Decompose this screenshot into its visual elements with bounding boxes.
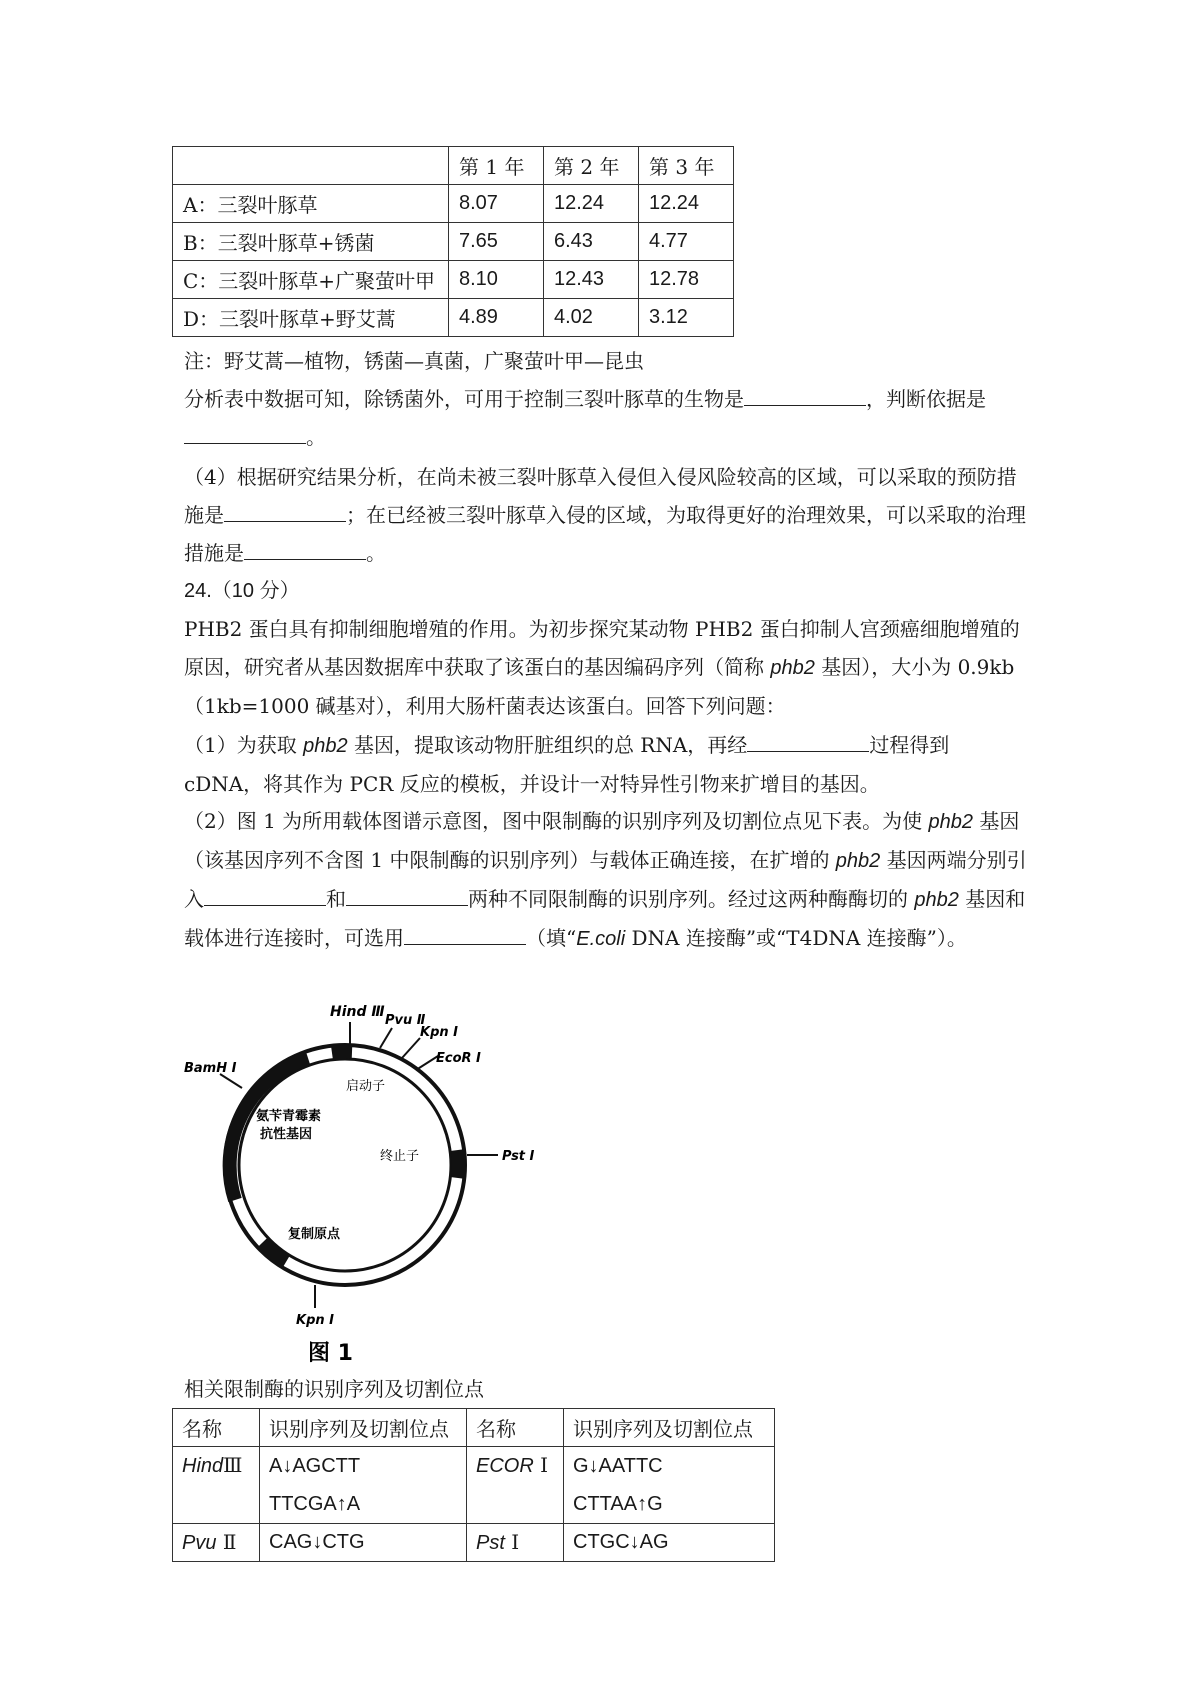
- enzyme-name: Hind: [182, 1455, 224, 1477]
- promoter-label: 启动子: [346, 1079, 386, 1094]
- kpn-bottom-site-label: Kpn Ⅰ: [296, 1313, 334, 1328]
- enzyme-numeral: Ⅱ: [222, 1530, 237, 1554]
- table-header-row: [173, 1409, 775, 1447]
- pvu-site-label: Pvu Ⅱ: [385, 1013, 426, 1028]
- origin-segment: [262, 1243, 286, 1262]
- kpn-top-site-line: [402, 1038, 420, 1058]
- gene-name: phb2: [835, 850, 881, 872]
- plasmid-map-figure: [180, 1000, 560, 1370]
- cell-value: 4.77: [639, 223, 734, 261]
- sequence-top: G↓AATTC: [573, 1455, 663, 1477]
- cell-value: 4.89: [449, 299, 544, 337]
- sequence-top: A↓AGCTT: [269, 1455, 361, 1477]
- pvu-site-line: [380, 1028, 392, 1048]
- table-header-row: [173, 147, 734, 185]
- cell-value: 12.24: [639, 185, 734, 223]
- terminator-label: 终止子: [380, 1149, 420, 1164]
- table-header-cell: 名称: [467, 1409, 564, 1447]
- gene-name: phb2: [770, 657, 815, 679]
- cell-value: 8.07: [449, 185, 544, 223]
- table-row: [173, 1524, 775, 1562]
- table-header-cell: 第 2 年: [544, 147, 639, 185]
- question-4-text: [184, 458, 1029, 572]
- table-header-cell: 识别序列及切割位点: [260, 1409, 467, 1447]
- answer-blank[interactable]: [346, 881, 468, 906]
- cell-value: 3.12: [639, 299, 734, 337]
- table-header-cell: 第 1 年: [449, 147, 544, 185]
- enzyme-name: Pvu: [182, 1532, 217, 1554]
- answer-blank[interactable]: [404, 920, 526, 945]
- enzyme-name-cell: [467, 1447, 564, 1524]
- row-label: C：三裂叶豚草+广聚萤叶甲: [173, 261, 449, 299]
- text-segment: 。: [366, 541, 386, 565]
- question-24-intro: [184, 610, 1029, 725]
- answer-blank[interactable]: [224, 497, 346, 522]
- text-segment: （2）图 1 为所用载体图谱示意图，图中限制酶的识别序列及切割位点见下表。为使: [184, 809, 929, 833]
- question-3-text: [184, 380, 1029, 456]
- question-24-part-1: [184, 726, 1029, 803]
- growth-table: [172, 146, 734, 337]
- gene-name: phb2: [303, 735, 348, 757]
- text-segment: 基因和载体进行连接时，可选用: [184, 887, 1026, 950]
- answer-blank[interactable]: [184, 419, 306, 444]
- restriction-enzyme-table: [172, 1408, 775, 1562]
- table-header-cell: 识别序列及切割位点: [564, 1409, 775, 1447]
- gene-name: phb2: [914, 889, 959, 911]
- enzyme-name: Pst: [476, 1532, 505, 1554]
- question-24-header: 24.（10 分）: [184, 580, 300, 602]
- table-header-cell: 名称: [173, 1409, 260, 1447]
- sequence-cell: [260, 1447, 467, 1524]
- cell-value: 7.65: [449, 223, 544, 261]
- promoter-segment: [332, 1052, 352, 1053]
- text-segment: 两种不同限制酶的识别序列。经过这两种酶酶切的: [468, 887, 915, 911]
- origin-label: 复制原点: [288, 1227, 341, 1242]
- eco-site-label: EcoR Ⅰ: [436, 1051, 481, 1066]
- answer-blank[interactable]: [204, 881, 326, 906]
- text-segment: （1）为获取: [184, 733, 304, 757]
- text-segment: 过程得到 cDNA，将其作为 PCR 反应的模板，并设计一对特异性引物来扩增目的基因。: [184, 733, 950, 796]
- table-row: [173, 299, 734, 337]
- text-segment: ，判断依据是: [866, 387, 986, 411]
- text-segment: ；在已经被三裂叶豚草入侵的区域，为取得更好的治理效果，可以采取的治理措施是: [184, 503, 1026, 565]
- table-row: [173, 1447, 775, 1524]
- text-segment: 。: [306, 425, 326, 449]
- cell-value: 6.43: [544, 223, 639, 261]
- text-segment: DNA 连接酶”或“T4DNA 连接酶”）。: [625, 926, 967, 950]
- question-24-part-2: [184, 802, 1029, 958]
- text-segment: （填“: [526, 926, 577, 950]
- plasmid-ring-inner: [239, 1059, 451, 1271]
- bam-site-label: BamH Ⅰ: [184, 1061, 237, 1076]
- table-header-cell: [173, 147, 449, 185]
- resistance-label-line2: 抗性基因: [260, 1127, 313, 1142]
- text-segment: 基因），大小为 0.9kb（1kb=1000 碱基对），利用大肠杆菌表达该蛋白。回答下列问题：: [184, 655, 1015, 718]
- cell-value: 4.02: [544, 299, 639, 337]
- sequence-cell: [564, 1447, 775, 1524]
- table-row: [173, 261, 734, 299]
- text-segment: PHB2 蛋白具有抑制细胞增殖的作用。为初步探究某动物 PHB2 蛋白抑制人宫颈癌细胞增殖的原因，研究者从基因数据库中获取了该蛋白的基因编码序列（简称: [184, 617, 1020, 679]
- text-segment: 基因（该基因序列不含图 1 中限制酶的识别序列）与载体正确连接，在扩增的: [184, 809, 1020, 872]
- resistance-label-line1: 氨苄青霉素: [256, 1109, 322, 1124]
- answer-blank[interactable]: [747, 727, 869, 752]
- sequence-bottom: CTTAA↑G: [573, 1493, 663, 1515]
- row-label: A：三裂叶豚草: [173, 185, 449, 223]
- table-row: [173, 185, 734, 223]
- text-segment: 基因，提取该动物肝脏组织的总 RNA，再经: [347, 733, 748, 757]
- sequence-bottom: TTCGA↑A: [269, 1493, 361, 1515]
- table2-caption: 相关限制酶的识别序列及切割位点: [184, 1377, 484, 1401]
- enzyme-name-cell: [467, 1524, 564, 1562]
- answer-blank[interactable]: [244, 535, 366, 560]
- table-header-cell: 第 3 年: [639, 147, 734, 185]
- figure-caption: 图 1: [308, 1341, 353, 1366]
- eco-site-line: [416, 1056, 438, 1070]
- enzyme-name-cell: [173, 1447, 260, 1524]
- enzyme-numeral: Ⅰ: [540, 1453, 549, 1477]
- cell-value: 12.43: [544, 261, 639, 299]
- gene-name: phb2: [928, 811, 974, 833]
- table-note: 注：野艾蒿—植物，锈菌—真菌，广聚萤叶甲—昆虫: [184, 349, 644, 373]
- bam-site-line: [220, 1074, 242, 1088]
- cell-value: 12.78: [639, 261, 734, 299]
- species-name: E.coli: [576, 928, 626, 950]
- pst-site-label: Pst Ⅰ: [502, 1149, 535, 1164]
- text-segment: （4）根据研究结果分析，在尚未被三裂叶豚草入侵但入侵风险较高的区域，可以采取的预防措施是: [184, 465, 1017, 527]
- sequence-cell: CTGC↓AG: [564, 1524, 775, 1562]
- answer-blank[interactable]: [744, 381, 866, 406]
- row-label: D：三裂叶豚草+野艾蒿: [173, 299, 449, 337]
- cell-value: 8.10: [449, 261, 544, 299]
- text-segment: 和: [326, 887, 346, 911]
- enzyme-name: ECOR: [476, 1455, 534, 1477]
- sequence-cell: CAG↓CTG: [260, 1524, 467, 1562]
- cell-value: 12.24: [544, 185, 639, 223]
- terminator-segment: [458, 1150, 459, 1178]
- kpn-top-site-label: Kpn Ⅰ: [420, 1025, 458, 1040]
- text-segment: 分析表中数据可知，除锈菌外，可用于控制三裂叶豚草的生物是: [184, 387, 744, 411]
- enzyme-name-cell: [173, 1524, 260, 1562]
- hind-site-label: Hind Ⅲ: [330, 1004, 385, 1020]
- text-segment: 基因两端分别引入: [184, 848, 1027, 911]
- enzyme-numeral: Ⅰ: [511, 1530, 520, 1554]
- table-row: [173, 223, 734, 261]
- enzyme-numeral: Ⅲ: [223, 1453, 243, 1477]
- row-label: B：三裂叶豚草+锈菌: [173, 223, 449, 261]
